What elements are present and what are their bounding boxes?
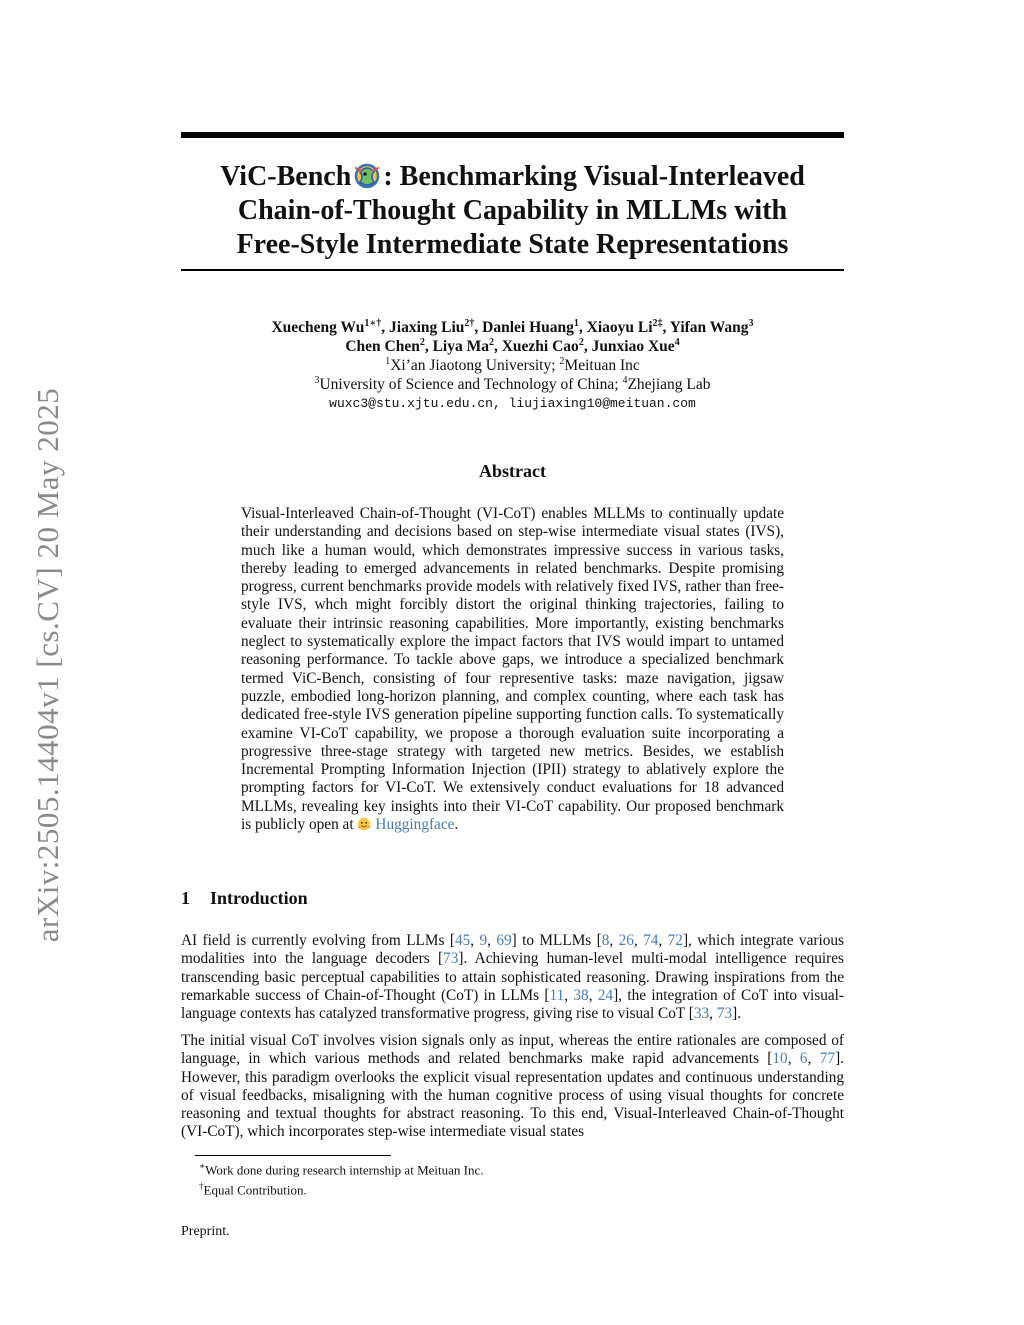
huggingface-link[interactable]: Huggingface (375, 816, 455, 834)
citation-link[interactable]: 45 (454, 932, 471, 949)
abstract-heading: Abstract (479, 461, 546, 481)
paragraph-text: , (709, 1005, 717, 1023)
citation-link[interactable]: 38 (573, 986, 589, 1004)
title-top-rule (181, 132, 844, 138)
footnote-2 (199, 1178, 839, 1198)
huggingface-emoji-icon (357, 817, 371, 831)
citation-link[interactable]: 11 (549, 986, 565, 1004)
author-sup: 1 (573, 317, 579, 329)
author-sep: , (381, 319, 390, 336)
paragraph-text: ], the integration of CoT into visual-language contexts has catalyzed transformative progress, giving rise to visual CoT [ (181, 986, 844, 1023)
affiliation-text: Meituan Inc (564, 357, 640, 374)
author-line-1 (181, 318, 844, 337)
author-sep: , (583, 338, 592, 355)
affiliation-line-1 (181, 356, 844, 375)
intro-paragraph-1 (181, 932, 844, 1023)
paragraph-text: , (588, 986, 598, 1004)
paragraph-text: , (487, 932, 497, 949)
abstract-body (241, 505, 784, 834)
section-heading-introduction (181, 888, 308, 909)
author-sep: , (493, 338, 502, 355)
abstract-end: . (454, 816, 459, 834)
footnotes (199, 1158, 839, 1199)
title-prefix: ViC-Bench (220, 161, 352, 192)
author-sup: 3 (748, 317, 754, 329)
author-sep: , (424, 338, 433, 355)
paragraph-text: ]. However, this paradigm overlooks the explicit visual representation updates and continuous understanding of visual feedbacks, misaligning with the human cognitive process of using visual thoughts for concrete reasoning and textual thoughts for abstract reasoning. To this end, Visual-Interleaved Chain-of-Thought (VI-CoT), which incorporates step-wise intermediate visual states (181, 1050, 844, 1141)
citation-link[interactable]: 69 (496, 932, 512, 949)
author-sup: 2 (578, 336, 584, 348)
affiliation-text: Zhejiang Lab (627, 376, 711, 393)
citation-link[interactable]: 33 (693, 1005, 710, 1023)
affiliation-text: Xi’an Jiaotong University; (390, 357, 560, 374)
paragraph-text: , (564, 986, 574, 1004)
author-name: Xuezhi Cao (501, 338, 579, 355)
affiliation-sup: 3 (314, 374, 320, 386)
author-sup: 2 (488, 336, 494, 348)
paragraph-text: , (807, 1050, 820, 1068)
citation-link[interactable]: 10 (772, 1050, 788, 1068)
abstract-text: Visual-Interleaved Chain-of-Thought (VI-CoT) enables MLLMs to continually update their understanding and decisions based on step-wise intermediate visual states (IVS), much like a human would, which demonstrates impressive success in various tasks, thereby leading to emerged advancements in related benchmarks. Despite promising progress, current benchmarks provide models with relatively fixed IVS, rather than free-style IVS, whch might forcibly distort the original thinking trajectories, failing to evaluate their intrinsic reasoning capabilities. More importantly, existing benchmarks neglect to systematically explore the impact factors that IVS would impart to untamed reasoning performance. To tackle above gaps, we introduce a specialized benchmark termed ViC-Bench, consisting of four representive tasks: maze navigation, jigsaw puzzle, embodied long-horizon planning, and complex counting, where each task has dedicated free-style IVS generation pipeline supporting function calls. To systematically examine VI-CoT capability, we propose a thorough evaluation suite incorporating a progressive three-stage strategy with targeted new metrics. Besides, we establish Incremental Prompting Information Injection (IPII) strategy to ablatively explore the prompting factors for VI-CoT. We extensively conduct evaluations for 18 advanced MLLMs, revealing key insights into their VI-CoT capability. Our proposed benchmark is publicly open at (241, 505, 784, 834)
paragraph-text: AI field is currently evolving from LLMs [ (181, 932, 455, 949)
paragraph-text: , (787, 1050, 800, 1068)
paragraph-text: ]. Achieving human-level multi-modal intelligence requires transcending basic perceptual capabilities to attain sophisticated reasoning. Drawing inspirations from the remarkable success of Chain-of-Thought (CoT) in LLMs [ (181, 950, 844, 1004)
title-bottom-rule (181, 269, 844, 271)
footnote-1 (199, 1158, 839, 1178)
dragon-logo-icon (352, 162, 382, 190)
preprint-footer: Preprint. (181, 1224, 230, 1239)
intro-paragraph-2 (181, 1032, 844, 1142)
author-name: Junxiao Xue (591, 338, 675, 355)
author-sep: , (474, 319, 483, 336)
author-sup: 4 (674, 336, 680, 348)
citation-link[interactable]: 6 (799, 1050, 808, 1068)
paragraph-text: The initial visual CoT involves vision signals only as input, whereas the entire rationales are composed of language, in which various methods and related benchmarks make rapid advancements [ (181, 1032, 844, 1068)
citation-link[interactable]: 9 (479, 932, 488, 949)
section-title: Introduction (210, 888, 308, 908)
author-name: Chen Chen (345, 338, 420, 355)
author-sup: 2 (419, 336, 425, 348)
citation-link[interactable]: 24 (597, 986, 614, 1004)
paragraph-text: , (633, 932, 644, 949)
paragraph-text: ]. (732, 1005, 742, 1023)
author-line-2 (181, 337, 844, 356)
title-line1-rest: : Benchmarking Visual-Interleaved (383, 161, 805, 192)
citation-link[interactable]: 72 (667, 932, 683, 949)
paragraph-text: , (658, 932, 668, 949)
arxiv-identifier (28, 370, 68, 960)
author-name: Xiaoyu Li (586, 319, 653, 336)
paragraph-text: , (609, 932, 619, 949)
author-name: Xuecheng Wu (271, 319, 365, 336)
affiliation-sup: 2 (559, 355, 565, 367)
author-sup: 1∗† (364, 317, 382, 329)
footnote-sup: † (199, 1181, 204, 1192)
citation-link[interactable]: 26 (618, 932, 634, 949)
author-name: Yifan Wang (669, 319, 749, 336)
citation-link[interactable]: 74 (643, 932, 659, 949)
author-name: Liya Ma (432, 338, 489, 355)
paper-title (181, 160, 844, 262)
section-number: 1 (181, 888, 190, 908)
footnote-text: Work done during research internship at Meituan Inc. (205, 1162, 484, 1178)
citation-link[interactable]: 73 (443, 950, 459, 968)
citation-link[interactable]: 77 (819, 1050, 836, 1068)
affiliation-sup: 4 (622, 374, 628, 386)
author-name: Jiaxing Liu (389, 319, 465, 336)
paragraph-text: ] to MLLMs [ (511, 932, 602, 949)
footnote-rule (195, 1155, 391, 1156)
paragraph-text: ], which integrate various modalities into the language decoders [ (181, 932, 844, 968)
author-sup: 2‡ (652, 317, 663, 329)
citation-link[interactable]: 8 (601, 932, 610, 949)
citation-link[interactable]: 73 (716, 1005, 733, 1023)
title-line2: Chain-of-Thought Capability in MLLMs with (237, 195, 788, 226)
arxiv-identifier-text: arXiv:2505.14404v1 [cs.CV] 20 May 2025 (30, 387, 65, 943)
author-sep: , (578, 319, 587, 336)
affiliation-text: University of Science and Technology of China; (319, 376, 623, 393)
author-sep: , (662, 319, 670, 336)
affiliation-line-2 (181, 375, 844, 394)
footnote-text: Equal Contribution. (203, 1182, 307, 1198)
footnote-sup: ∗ (199, 1161, 206, 1171)
author-name: Danlei Huang (482, 319, 574, 336)
author-block (181, 318, 844, 413)
title-line3: Free-Style Intermediate State Representations (236, 229, 789, 260)
affiliation-sup: 1 (385, 355, 391, 367)
paragraph-text: , (470, 932, 480, 949)
author-emails: wuxc3@stu.xjtu.edu.cn, liujiaxing10@meituan.com (329, 396, 696, 411)
author-sup: 2† (464, 317, 475, 329)
